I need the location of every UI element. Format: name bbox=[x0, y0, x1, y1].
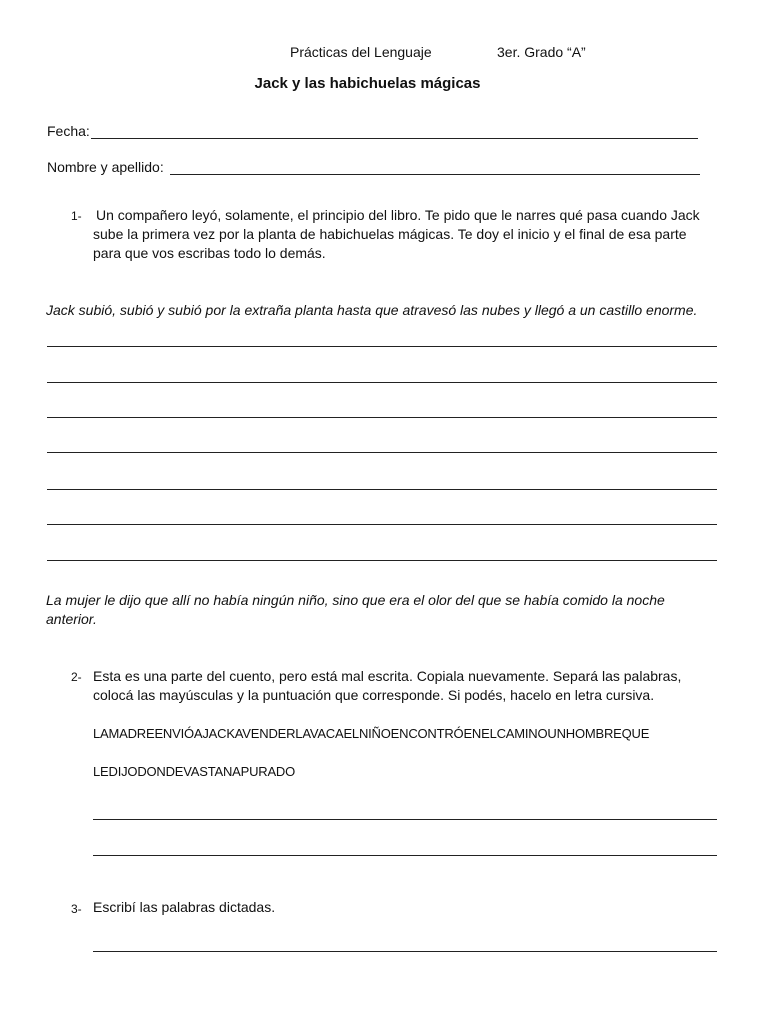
writing-line-3[interactable] bbox=[47, 417, 717, 418]
writing-line-7[interactable] bbox=[47, 560, 717, 561]
story-start-text: Jack subió, subió y subió por la extraña planta hasta que atravesó las nubes y llegó a un castillo enorme. bbox=[46, 302, 698, 318]
question-1-number: 1- bbox=[71, 209, 82, 223]
question-3-number: 3- bbox=[71, 902, 82, 916]
writing-line-5[interactable] bbox=[47, 489, 717, 490]
subject-label: Prácticas del Lenguaje bbox=[290, 44, 432, 60]
dictation-line-1[interactable] bbox=[93, 951, 717, 952]
date-field[interactable] bbox=[91, 138, 698, 139]
copy-line-2[interactable] bbox=[93, 855, 717, 856]
writing-line-4[interactable] bbox=[47, 452, 717, 453]
question-2-text: Esta es una parte del cuento, pero está mal escrita. Copiala nuevamente. Separá las palabras, colocá las mayúsculas y la puntuación que corresponde. Si podés, hacelo en letra cursiva. bbox=[93, 668, 682, 703]
question-3-text: Escribí las palabras dictadas. bbox=[93, 899, 276, 915]
copy-line-1[interactable] bbox=[93, 819, 717, 820]
scrambled-line-1: LAMADREENVIÓAJACKAVENDERLAVACAELNIÑOENCONTRÓENELCAMINOUNHOMBREQUE bbox=[93, 726, 650, 741]
story-end-text: La mujer le dijo que allí no había ningún niño, sino que era el olor del que se había comido la noche anterior. bbox=[46, 592, 665, 627]
page-title: Jack y las habichuelas mágicas bbox=[254, 75, 481, 92]
scrambled-line-2: LEDIJODONDEVASTANAPURADO bbox=[93, 764, 296, 779]
writing-line-6[interactable] bbox=[47, 524, 717, 525]
writing-line-1[interactable] bbox=[47, 346, 717, 347]
grade-label: 3er. Grado “A” bbox=[497, 44, 586, 60]
date-label: Fecha: bbox=[47, 123, 90, 139]
question-2-number: 2- bbox=[71, 670, 82, 684]
writing-line-2[interactable] bbox=[47, 382, 717, 383]
name-label: Nombre y apellido: bbox=[47, 159, 164, 175]
question-1-text: Un compañero leyó, solamente, el principio del libro. Te pido que le narres qué pasa cuando Jack sube la primera vez por la planta de habichuelas mágicas. Te doy el inicio y el final de esa parte para que vos escribas todo lo demás. bbox=[93, 207, 700, 261]
name-field[interactable] bbox=[170, 174, 700, 175]
